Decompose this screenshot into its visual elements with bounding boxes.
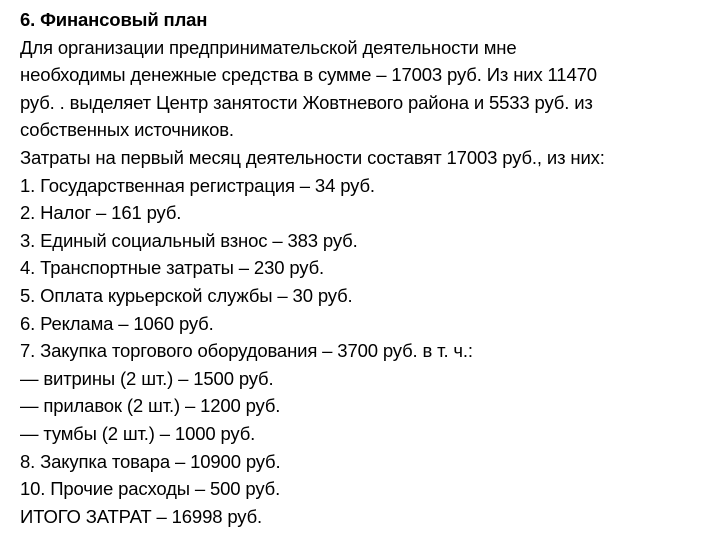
intro-line: собственных источников.	[20, 119, 234, 141]
expense-item: 6. Реклама – 1060 руб.	[20, 312, 214, 334]
intro-line: руб. . выделяет Центр занятости Жовтневого района и 5533 руб. из	[20, 91, 593, 113]
expense-item: 5. Оплата курьерской службы – 30 руб.	[20, 284, 353, 306]
expense-item: 3. Единый социальный взнос – 383 руб.	[20, 229, 358, 251]
intro-line: необходимы денежные средства в сумме – 17003 руб. Из них 11470	[20, 64, 597, 86]
intro-line: Для организации предпринимательской деятельности мне	[20, 36, 517, 58]
expense-total: ИТОГО ЗАТРАТ – 16998 руб.	[20, 505, 263, 527]
expense-item: 7. Закупка торгового оборудования – 3700 руб. в т. ч.:	[20, 340, 473, 362]
expense-list	[20, 172, 720, 531]
expense-item: 2. Налог – 161 руб.	[20, 202, 182, 224]
intro-paragraph	[20, 34, 720, 172]
expense-subitem: — тумбы (2 шт.) – 1000 руб.	[20, 422, 256, 444]
expense-item: 1. Государственная регистрация – 34 руб.	[20, 174, 375, 196]
intro-line: Затраты на первый месяц деятельности составят 17003 руб., из них:	[20, 146, 605, 168]
expense-subitem: — витрины (2 шт.) – 1500 руб.	[20, 367, 274, 389]
expense-subitem: — прилавок (2 шт.) – 1200 руб.	[20, 395, 281, 417]
section-title: 6. Финансовый план	[20, 9, 208, 30]
expense-item: 10. Прочие расходы – 500 руб.	[20, 478, 281, 500]
expense-item: 4. Транспортные затраты – 230 руб.	[20, 257, 325, 279]
expense-item: 8. Закупка товара – 10900 руб.	[20, 450, 281, 472]
